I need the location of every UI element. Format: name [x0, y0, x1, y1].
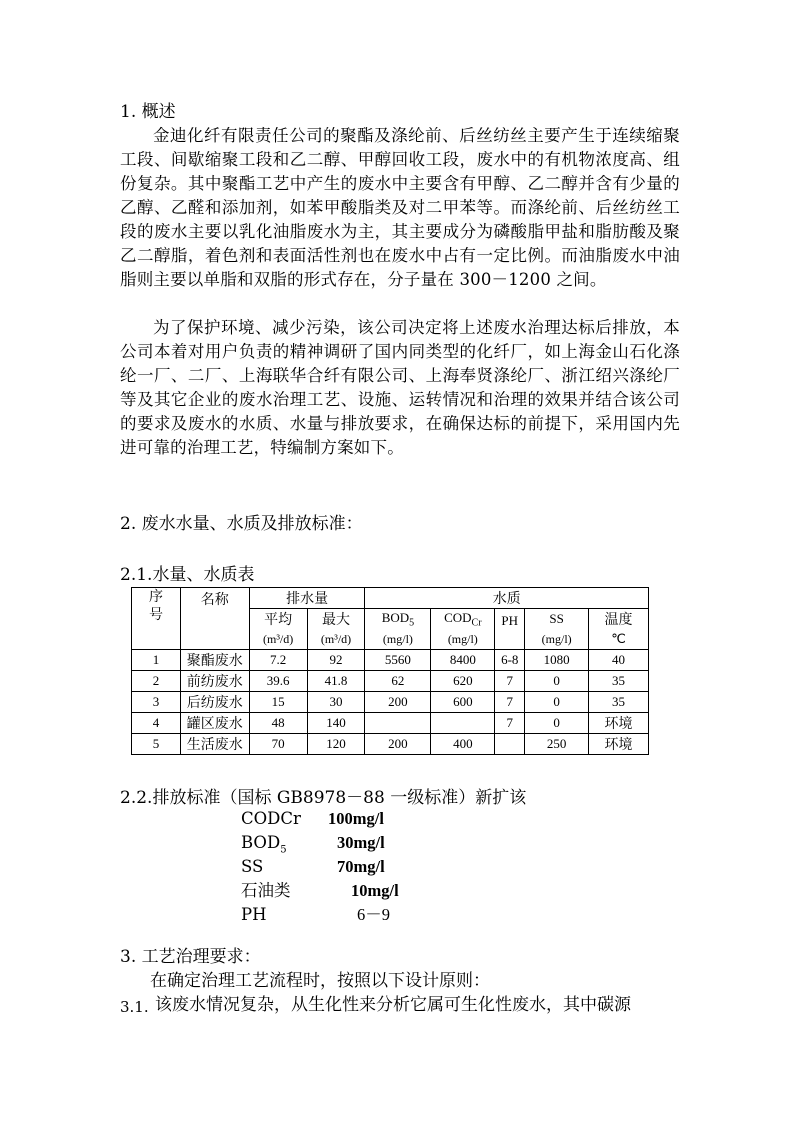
standard-name: SS	[241, 857, 264, 876]
cell-cod	[431, 713, 495, 734]
cell-avg: 7.2	[249, 650, 307, 671]
standard-row	[241, 856, 399, 880]
cell-ph: 6-8	[495, 650, 525, 671]
header-ph: PH	[495, 609, 525, 650]
header-temp: 温度	[589, 609, 649, 630]
cell-temp: 35	[589, 692, 649, 713]
cell-cod: 8400	[431, 650, 495, 671]
standard-name: CODCr	[241, 809, 301, 828]
table-row	[132, 734, 649, 755]
standard-row	[241, 904, 399, 928]
table-row	[132, 692, 649, 713]
section-3-1-text: 该废水情况复杂，从生化性来分析它属可生化性废水，其中碳源	[155, 995, 631, 1015]
section-3-title: 3. 工艺治理要求：	[120, 947, 261, 967]
cell-cod: 600	[431, 692, 495, 713]
cell-max: 140	[307, 713, 365, 734]
cell-no: 1	[132, 650, 181, 671]
standard-row	[241, 880, 399, 904]
table-row	[132, 713, 649, 734]
cell-no: 4	[132, 713, 181, 734]
discharge-standards	[241, 808, 399, 928]
cell-cod: 620	[431, 671, 495, 692]
standard-value: 70mg/l	[337, 857, 385, 876]
cell-ss: 0	[525, 713, 589, 734]
header-quality: 水质	[365, 588, 649, 609]
table-row	[132, 671, 649, 692]
cell-ss: 0	[525, 671, 589, 692]
section-3-intro: 在确定治理工艺流程时，按照以下设计原则：	[150, 971, 490, 991]
unit-bod: (mg/l)	[365, 629, 431, 650]
cell-max: 120	[307, 734, 365, 755]
header-cod-sub: Cr	[471, 617, 482, 629]
cell-name: 聚酯废水	[180, 650, 249, 671]
header-bod-sub: 5	[409, 617, 415, 629]
cell-ph: 7	[495, 713, 525, 734]
header-name: 名称	[180, 588, 249, 650]
cell-name: 罐区废水	[180, 713, 249, 734]
unit-temp: ℃	[589, 629, 649, 650]
cell-max: 92	[307, 650, 365, 671]
header-no	[132, 588, 181, 650]
water-quality-table	[131, 587, 649, 755]
header-bod-text: BOD	[381, 609, 410, 625]
cell-ph: 7	[495, 671, 525, 692]
header-flow: 排水量	[249, 588, 365, 609]
cell-bod: 200	[365, 692, 431, 713]
cell-bod: 200	[365, 734, 431, 755]
cell-ss: 1080	[525, 650, 589, 671]
cell-no: 2	[132, 671, 181, 692]
standard-value: 6－9	[357, 905, 390, 924]
section-2-1-title: 2.1.水量、水质表	[120, 565, 255, 585]
cell-no: 5	[132, 734, 181, 755]
cell-bod: 62	[365, 671, 431, 692]
section-1-paragraph-1: 金迪化纤有限责任公司的聚酯及涤纶前、后丝纺丝主要产生于连续缩聚工段、间歇缩聚工段和乙二醇、甲醇回收工段，废水中的有机物浓度高、组份复杂。其中聚酯工艺中产生的废水中主要含有甲醇、乙二醇并含有少量的乙醇、乙醛和添加剂，如苯甲酸脂类及对二甲苯等。而涤纶前、后丝纺丝工段的废水主要以乳化油脂废水为主，其主要成分为磷酸脂甲盐和脂肪酸及聚乙二醇脂，着色剂和表面活性剂也在废水中占有一定比例。而油脂废水中油脂则主要以单脂和双脂的形式存在，分子量在 300－1200 之间。	[120, 126, 680, 289]
standard-value: 30mg/l	[337, 833, 385, 852]
cell-temp: 环境	[589, 734, 649, 755]
cell-cod: 400	[431, 734, 495, 755]
unit-max: (m³/d)	[307, 629, 365, 650]
standard-name: 石油类	[241, 881, 291, 900]
cell-no: 3	[132, 692, 181, 713]
standard-name: PH	[241, 905, 267, 924]
cell-name: 后纺废水	[180, 692, 249, 713]
header-cod	[431, 609, 495, 630]
header-no-text: 序号	[148, 590, 163, 623]
header-bod	[365, 609, 431, 630]
section-2-title: 2. 废水水量、水质及排放标准：	[120, 514, 363, 534]
cell-ss: 0	[525, 692, 589, 713]
unit-avg: (m³/d)	[249, 629, 307, 650]
standard-row	[241, 832, 399, 856]
cell-temp: 35	[589, 671, 649, 692]
cell-temp: 40	[589, 650, 649, 671]
standard-value: 100mg/l	[328, 809, 384, 828]
standard-name-text: BOD	[241, 833, 281, 852]
standard-row	[241, 808, 399, 832]
header-cod-text: COD	[444, 609, 472, 625]
header-max: 最大	[307, 609, 365, 630]
section-2-2-title: 2.2.排放标准（国标 GB8978－88 一级标准）新扩该	[120, 788, 527, 808]
header-ss: SS	[525, 609, 589, 630]
section-3-1-number: 3.1.	[120, 998, 149, 1016]
standard-name-sub: 5	[280, 844, 287, 856]
unit-ss: (mg/l)	[525, 629, 589, 650]
table-header-row-1	[132, 588, 649, 609]
cell-name: 前纺废水	[180, 671, 249, 692]
cell-max: 30	[307, 692, 365, 713]
cell-max: 41.8	[307, 671, 365, 692]
cell-avg: 70	[249, 734, 307, 755]
unit-cod: (mg/l)	[431, 629, 495, 650]
cell-avg: 48	[249, 713, 307, 734]
cell-ss: 250	[525, 734, 589, 755]
cell-avg: 39.6	[249, 671, 307, 692]
section-1-paragraph-2: 为了保护环境、减少污染，该公司决定将上述废水治理达标后排放，本公司本着对用户负责的精神调研了国内同类型的化纤厂，如上海金山石化涤纶一厂、二厂、上海联华合纤有限公司、上海奉贤涤纶厂、浙江绍兴涤纶厂等及其它企业的废水治理工艺、设施、运转情况和治理的效果并结合该公司的要求及废水的水质、水量与排放要求，在确保达标的前提下，采用国内先进可靠的治理工艺，特编制方案如下。	[120, 318, 680, 457]
table-row	[132, 650, 649, 671]
header-avg: 平均	[249, 609, 307, 630]
section-1-title: 1. 概述	[120, 102, 176, 122]
cell-bod	[365, 713, 431, 734]
cell-ph: 7	[495, 692, 525, 713]
cell-temp: 环境	[589, 713, 649, 734]
cell-avg: 15	[249, 692, 307, 713]
cell-ph	[495, 734, 525, 755]
cell-bod: 5560	[365, 650, 431, 671]
standard-value: 10mg/l	[351, 881, 399, 900]
cell-name: 生活废水	[180, 734, 249, 755]
